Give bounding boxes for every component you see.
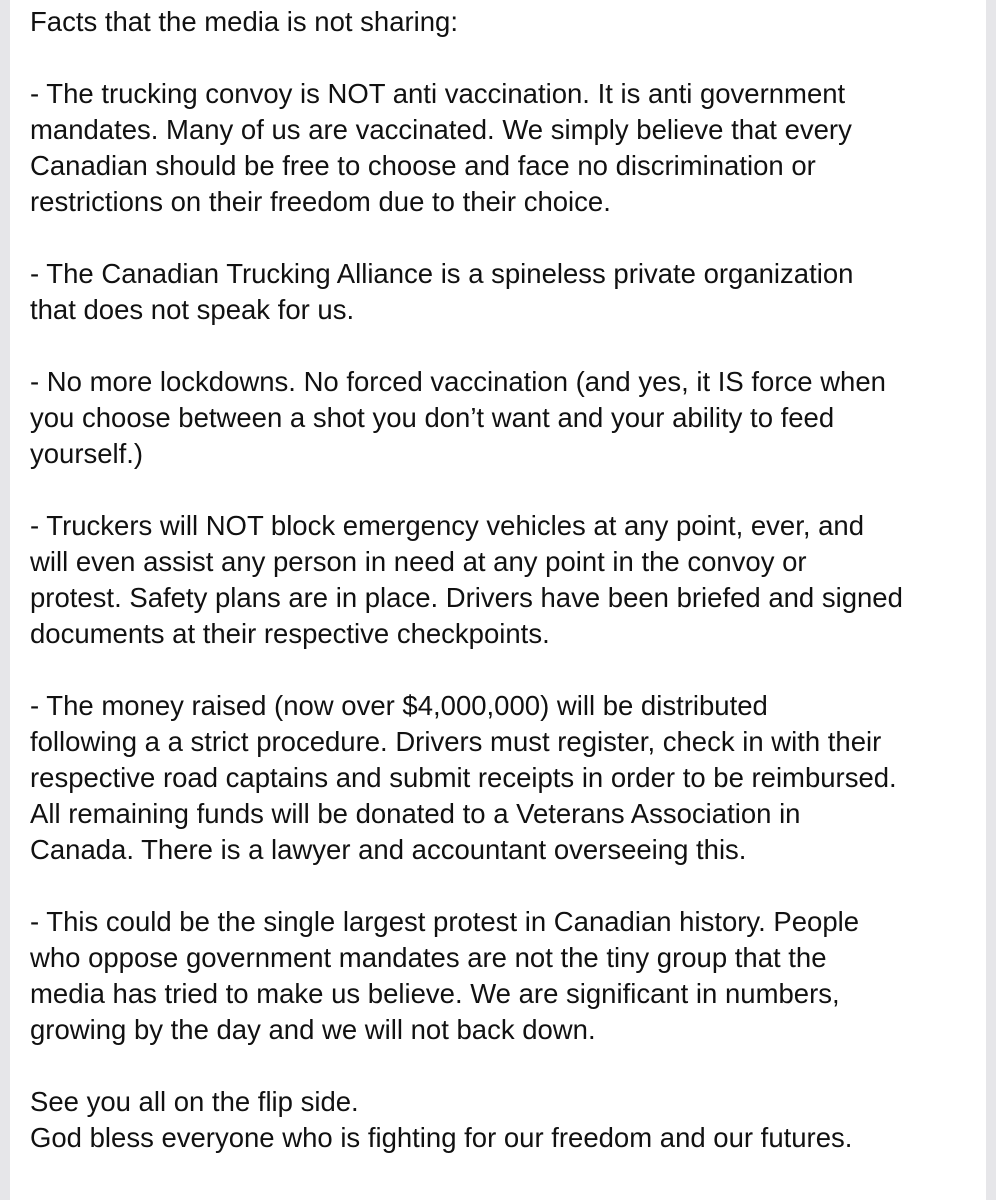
blank-line [30, 220, 980, 256]
blank-line [30, 472, 980, 508]
paragraph-line: will even assist any person in need at any point in the convoy or [30, 546, 807, 577]
paragraph-line: - Truckers will NOT block emergency vehicles at any point, ever, and [30, 510, 865, 541]
paragraph-line: - The trucking convoy is NOT anti vaccination. It is anti government [30, 78, 846, 109]
blank-line [30, 1048, 980, 1084]
blank-line [30, 652, 980, 688]
paragraph-line: - No more lockdowns. No forced vaccination (and yes, it IS force when [30, 366, 886, 397]
paragraph-line: restrictions on their freedom due to their choice. [30, 186, 611, 217]
paragraph-line: All remaining funds will be donated to a Veterans Association in [30, 798, 801, 829]
closing-line: God bless everyone who is fighting for our freedom and our futures. [30, 1122, 853, 1153]
post-title: Facts that the media is not sharing: [30, 6, 458, 37]
paragraph-line: Canadian should be free to choose and face no discrimination or [30, 150, 816, 181]
paragraph-line: protest. Safety plans are in place. Drivers have been briefed and signed [30, 582, 903, 613]
paragraph-line: you choose between a shot you don’t want and your ability to feed [30, 402, 835, 433]
paragraph-line: Canada. There is a lawyer and accountant overseeing this. [30, 834, 747, 865]
paragraph-line: - This could be the single largest protest in Canadian history. People [30, 906, 860, 937]
paragraph-line: who oppose government mandates are not the tiny group that the [30, 942, 827, 973]
paragraph-line: respective road captains and submit receipts in order to be reimbursed. [30, 762, 897, 793]
paragraph-line: mandates. Many of us are vaccinated. We simply believe that every [30, 114, 852, 145]
paragraph-line: documents at their respective checkpoints. [30, 618, 550, 649]
paragraph-line: that does not speak for us. [30, 294, 355, 325]
paragraph-line: - The Canadian Trucking Alliance is a spineless private organization [30, 258, 854, 289]
paragraph-line: yourself.) [30, 438, 144, 469]
blank-line [30, 328, 980, 364]
post-text [30, 4, 980, 1156]
paragraph-line: growing by the day and we will not back down. [30, 1014, 596, 1045]
paragraph-line: media has tried to make us believe. We are significant in numbers, [30, 978, 840, 1009]
paragraph-line: - The money raised (now over $4,000,000) will be distributed [30, 690, 768, 721]
closing-line: See you all on the flip side. [30, 1086, 359, 1117]
blank-line [30, 868, 980, 904]
blank-line [30, 40, 980, 76]
paragraph-line: following a a strict procedure. Drivers must register, check in with their [30, 726, 882, 757]
